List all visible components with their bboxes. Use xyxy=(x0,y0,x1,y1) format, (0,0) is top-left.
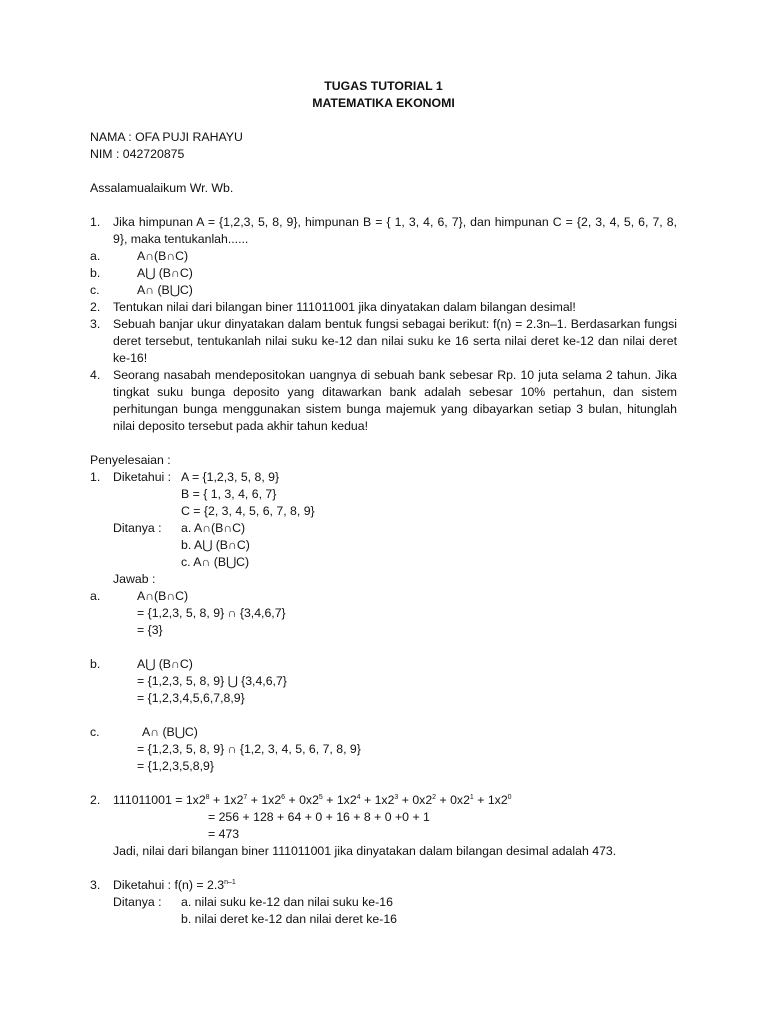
question-1-option-a: a. A∩(B∩C) xyxy=(90,249,189,263)
solution-3: 3. Diketahui : $f(n) = 2.3^{n-1}$ Ditanya : a. nilai suku ke-12 dan nilai suku ke-16 b. nilai deret ke-12 dan nilai deret ke-16 xyxy=(90,878,398,926)
expansion-term: + 1x2 xyxy=(360,793,395,807)
answer-label: Jawab : xyxy=(113,572,156,586)
expansion-term: + 1x2 xyxy=(209,793,244,807)
expansion-term: 1x2 xyxy=(185,793,206,807)
expansion-term: + 0x2 xyxy=(285,793,319,807)
question-text: Seorang nasabah mendepositokan uangnya di sebuah bank sebesar Rp. 10 juta selama 2 tahun. Jika tingkat suku bunga deposito yang ditawarkan bank adalah sebesar 10% pertahun, dan sistem perhitungan bunga menggunakan sistem bunga majemuk yang dibayarkan setiap 3 bulan, hitunglah nilai deposito tersebut pada akhir tahun kedua! xyxy=(113,368,677,433)
solution-1: 1. Diketahui : A = {1,2,3, 5, 8, 9} B = { 1, 3, 4, 6, 7} C = {2, 3, 4, 5, 6, 7, 8, 9} Ditanya : a. A∩(B∩C) b. A⋃ (B∩C) c. A∩ (B⋃C) Jawab : xyxy=(90,469,677,588)
question-number: 4. xyxy=(90,368,101,382)
question-text: Sebuah banjar ukur dinyatakan dalam bentuk fungsi sebagai berikut: f(n) = 2.3n–1. Berdasarkan fungsi deret tersebut, tentukanlah nilai suku ke-12 dan nilai suku ke 16 serta nilai deret ke-12 dan nilai deret ke-16! xyxy=(113,317,677,365)
greeting: Assalamualaikum Wr. Wb. xyxy=(90,181,234,195)
exponent: 1 xyxy=(469,793,474,801)
asked-label: Ditanya : xyxy=(113,895,162,909)
solution-1-part-b: b. A⋃ (B∩C) = {1,2,3, 5, 8, 9} ⋃ {3,4,6,7} = {1,2,3,4,5,6,7,8,9} xyxy=(90,657,287,705)
student-nim: NIM : 042720875 xyxy=(90,147,185,161)
exponent: 4 xyxy=(356,793,361,801)
question-4 xyxy=(90,367,677,435)
expansion-term: + 0x2 xyxy=(398,793,433,807)
question-number: 1. xyxy=(90,215,101,229)
question-number: 3. xyxy=(90,317,101,331)
solution-1-part-a: a. A∩(B∩C) = {1,2,3, 5, 8, 9} ∩ {3,4,6,7} = {3} xyxy=(90,589,286,637)
exponent: 0 xyxy=(507,793,512,801)
solution-heading: Penyelesaian : xyxy=(90,453,171,467)
exponent: 7 xyxy=(243,793,248,801)
expansion-term: + 1x2 xyxy=(473,793,508,807)
expansion-term: + 1x2 xyxy=(247,793,282,807)
exponent: 3 xyxy=(394,793,399,801)
exponent: 8 xyxy=(205,793,210,801)
expansion-terms xyxy=(186,793,512,807)
question-text: Jika himpunan A = {1,2,3, 5, 8, 9}, himpunan B = { 1, 3, 4, 6, 7}, dan himpunan C = {2, 3, 4, 5, 6, 7, 8, 9}, maka tentukanlah...... xyxy=(113,215,677,246)
document-page xyxy=(90,78,677,928)
conclusion: Jadi, nilai dari bilangan biner 111011001 jika dinyatakan dalam bilangan desimal adalah 473. xyxy=(113,844,617,858)
doc-title-1: TUGAS TUTORIAL 1 xyxy=(324,79,443,93)
question-text: Tentukan nilai dari bilangan biner 111011001 jika dinyatakan dalam bilangan desimal! xyxy=(113,300,576,314)
question-2 xyxy=(90,299,677,316)
question-1 xyxy=(90,214,677,248)
solution-1-part-c: c. A∩ (B⋃C) = {1,2,3, 5, 8, 9} ∩ {1,2, 3, 4, 5, 6, 7, 8, 9} = {1,2,3,5,8,9} xyxy=(90,725,361,773)
solution-2: 2. $111011001 = 1x2^8 + 1x2^7 + 1x2^6 + 0x2^5 + 1x2^4 + 1x2^3 + 0x2^2 + 0x2^1 + 1x2^0$ = 256 + 128 + 64 + 0 + 16 + 8 + 0 +0 + 1 = 473 Jadi, nilai dari bilangan biner 111011001 jika dinyatakan dalam bilangan desimal adalah 473. xyxy=(90,792,677,860)
question-1-option-b: b. A⋃ (B∩C) xyxy=(90,266,193,280)
asked-label: Ditanya : xyxy=(113,521,162,535)
given-label: Diketahui : xyxy=(113,470,172,484)
question-3 xyxy=(90,316,677,367)
binary-expansion: $111011001 = 1x2^8 + 1x2^7 + 1x2^6 + 0x2^5 + 1x2^4 + 1x2^3 + 0x2^2 + 0x2^1 + 1x2^0$ xyxy=(113,793,512,807)
expansion-term: + 1x2 xyxy=(322,793,357,807)
student-name: NAMA : OFA PUJI RAHAYU xyxy=(90,130,243,144)
question-1-option-c: c. A∩ (B⋃C) xyxy=(90,283,193,297)
expansion-term: + 0x2 xyxy=(436,793,470,807)
exponent: 6 xyxy=(281,793,286,801)
question-number: 2. xyxy=(90,300,101,314)
doc-title-2: MATEMATIKA EKONOMI xyxy=(312,96,455,110)
exponent: 2 xyxy=(432,793,437,801)
exponent: 5 xyxy=(318,793,323,801)
